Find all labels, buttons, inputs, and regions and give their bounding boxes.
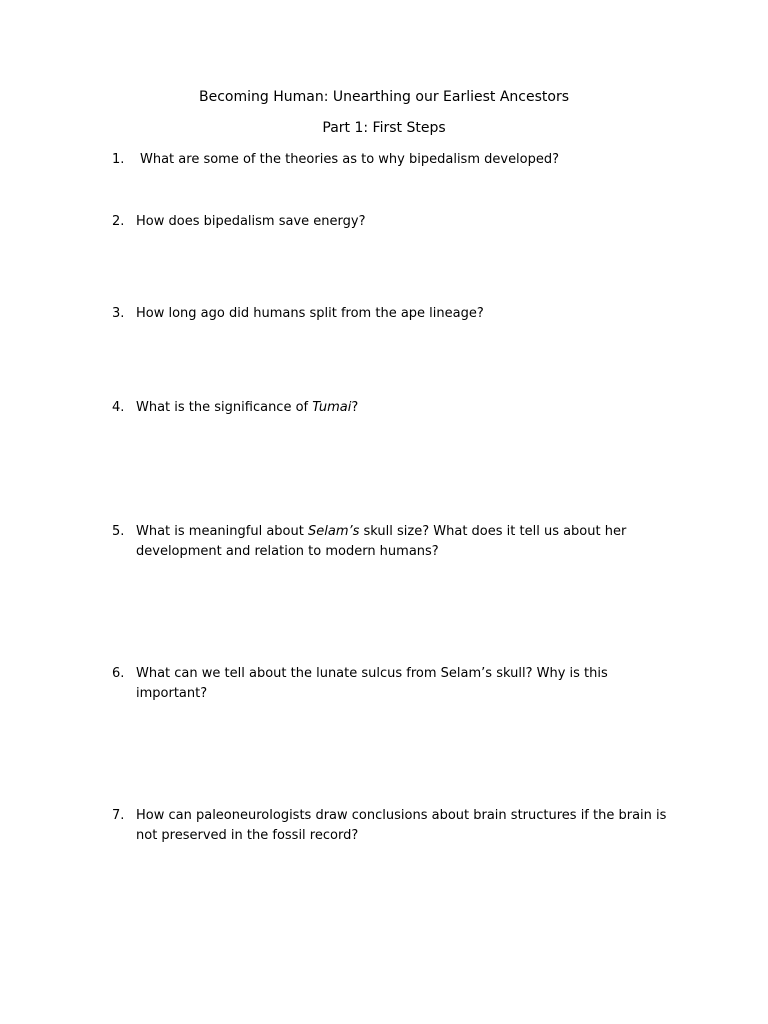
question-2 — [112, 212, 672, 232]
question-4 — [112, 398, 672, 418]
question-number: 7. — [112, 808, 125, 823]
question-number: 6. — [112, 666, 125, 681]
question-1 — [112, 150, 672, 170]
question-5 — [112, 522, 672, 562]
italic-term: Tumai — [312, 400, 352, 415]
question-number: 1. — [112, 152, 125, 167]
document-subtitle: Part 1: First Steps — [322, 120, 446, 136]
question-number: 3. — [112, 306, 125, 321]
question-text: What are some of the theories as to why bipedalism developed? — [140, 152, 560, 167]
question-7 — [112, 806, 672, 846]
question-6 — [112, 664, 672, 704]
question-3 — [112, 304, 672, 324]
document-title: Becoming Human: Unearthing our Earliest Ancestors — [198, 89, 569, 105]
question-number: 5. — [112, 524, 125, 539]
question-number: 4. — [112, 400, 125, 415]
question-text: What can we tell about the lunate sulcus from Selam’s skull? Why is this important? — [136, 666, 608, 701]
question-text: How does bipedalism save energy? — [136, 214, 366, 229]
question-text: How long ago did humans split from the ape lineage? — [136, 306, 484, 321]
question-number: 2. — [112, 214, 125, 229]
question-text: What is the significance of Tumai? — [136, 400, 359, 415]
italic-term: Selam’s — [307, 524, 360, 539]
question-text: How can paleoneurologists draw conclusions about brain structures if the brain is not preserved in the fossil record? — [136, 808, 667, 843]
question-text: What is meaningful about Selam’s skull size? What does it tell us about her development and relation to modern humans? — [136, 524, 627, 559]
